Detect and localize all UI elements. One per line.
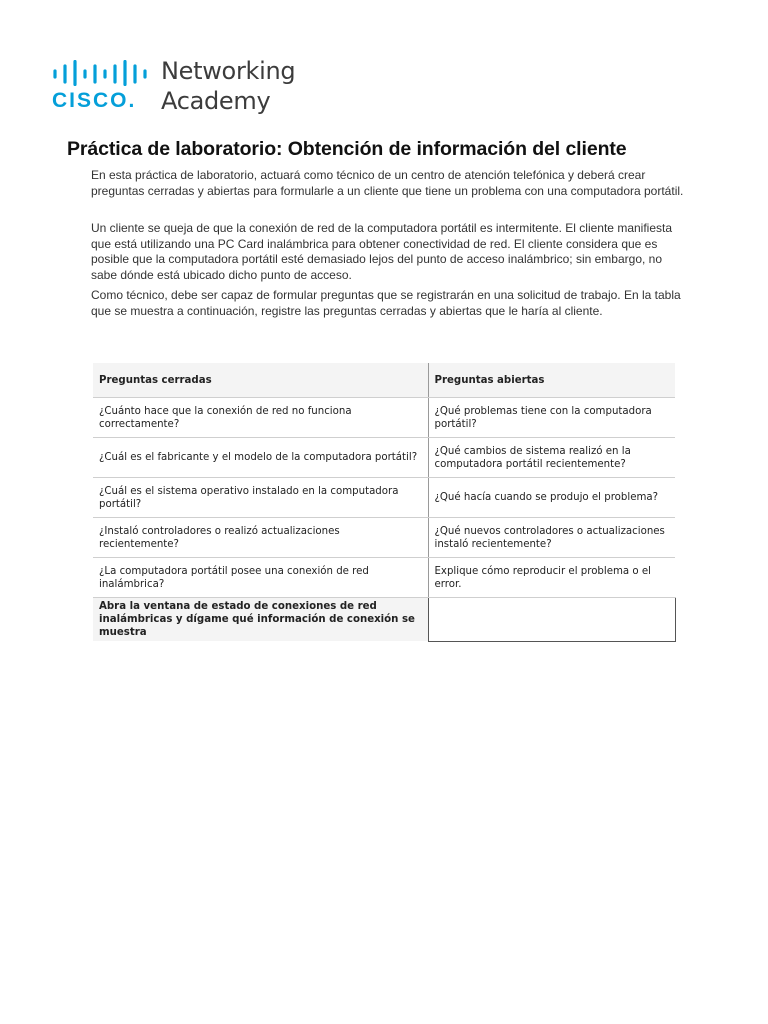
open-question-cell: ¿Qué hacía cuando se produjo el problema? xyxy=(428,478,675,518)
cisco-networking-academy-logo xyxy=(52,58,312,116)
cisco-wordmark: CISCO. xyxy=(52,89,137,112)
closed-question-cell: ¿Instaló controladores o realizó actualizaciones recientemente? xyxy=(93,518,428,558)
logo-networking-text: Networking xyxy=(161,57,296,85)
scenario-paragraph: Un cliente se queja de que la conexión de red de la computadora portátil es intermitente. El cliente manifiesta que está utilizando una PC Card inalámbrica para obtener conectividad de red. El cliente considera que es posible que la computadora portátil esté demasiado lejos del punto de acceso inalámbrico; sin embargo, no sabe dónde está ubicado dicho punto de acceso. xyxy=(91,221,673,283)
closed-question-cell: ¿Cuánto hace que la conexión de red no funciona correctamente? xyxy=(93,398,428,438)
table-row xyxy=(93,398,675,438)
closed-question-cell: Abra la ventana de estado de conexiones de red inalámbricas y dígame qué información de conexión se muestra xyxy=(93,598,428,642)
open-question-cell: ¿Qué cambios de sistema realizó en la computadora portátil recientemente? xyxy=(428,438,675,478)
questions-table xyxy=(93,363,676,642)
open-question-cell: Explique cómo reproducir el problema o el error. xyxy=(428,558,675,598)
closed-question-cell: ¿La computadora portátil posee una conexión de red inalámbrica? xyxy=(93,558,428,598)
open-question-answer-cell[interactable] xyxy=(428,598,675,642)
intro-paragraph: En esta práctica de laboratorio, actuará como técnico de un centro de atención telefónica y deberá crear preguntas cerradas y abiertas para formularle a un cliente que tiene un problema con una computadora portátil. xyxy=(91,168,684,198)
table-row xyxy=(93,558,675,598)
table-row xyxy=(93,478,675,518)
page-title: Práctica de laboratorio: Obtención de información del cliente xyxy=(67,138,627,160)
table-row xyxy=(93,518,675,558)
logo-academy-text: Academy xyxy=(161,87,271,115)
cisco-bars-icon xyxy=(52,60,148,86)
open-question-cell: ¿Qué problemas tiene con la computadora portátil? xyxy=(428,398,675,438)
instructions-paragraph: Como técnico, debe ser capaz de formular preguntas que se registrarán en una solicitud de trabajo. En la tabla que se muestra a continuación, registre las preguntas cerradas y abiertas que le haría al cliente. xyxy=(91,288,681,318)
table-row xyxy=(93,598,675,642)
open-questions-header: Preguntas abiertas xyxy=(428,363,675,398)
table-row xyxy=(93,438,675,478)
open-question-cell: ¿Qué nuevos controladores o actualizaciones instaló recientemente? xyxy=(428,518,675,558)
closed-question-cell: ¿Cuál es el sistema operativo instalado en la computadora portátil? xyxy=(93,478,428,518)
closed-question-cell: ¿Cuál es el fabricante y el modelo de la computadora portátil? xyxy=(93,438,428,478)
table-header-row xyxy=(93,363,675,398)
closed-questions-header: Preguntas cerradas xyxy=(93,363,428,398)
